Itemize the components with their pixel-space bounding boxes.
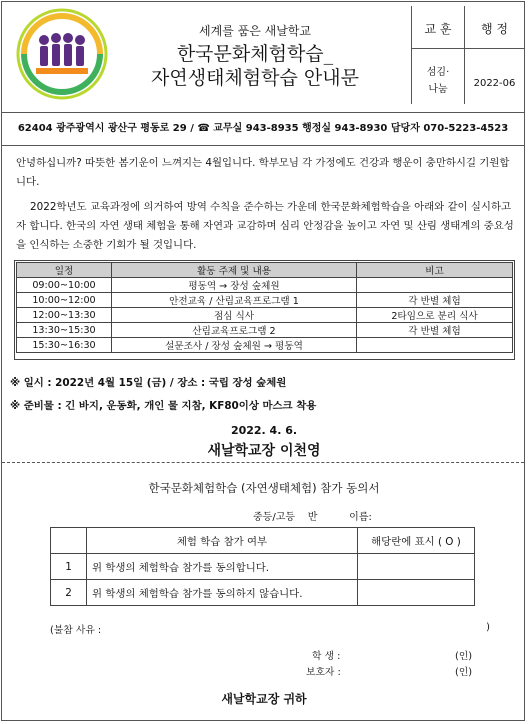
consent-num-header	[51, 528, 87, 554]
admin-label: 행 정	[481, 22, 508, 36]
student-sign-label: 학 생 :	[312, 651, 341, 662]
consent-agree-text: 위 학생의 체험학습 참가를 동의합니다.	[87, 554, 358, 580]
schedule-activity: 점심 식사	[112, 308, 357, 323]
schedule-header: 활동 주제 및 내용	[112, 263, 357, 278]
intro-paragraph-2: 2022학년도 교육과정에 의거하여 방역 수칙을 준수하는 가운데 한국문화체험학습을 아래와 같이 실시하고자 합니다. 한국의 자연 생태 체험을 통해 자연과 교감하며 심리 안정감을 높이고 자연 및 산림 생태계의 중요성을 인식하는 소중한 기회가 될 것입니다.	[16, 201, 514, 251]
consent-disagree-text: 위 학생의 체험학습 참가를 동의하지 않습니다.	[87, 580, 358, 606]
title-line2: 자연생태체험학습 안내문	[151, 67, 359, 89]
motto-label: 교 훈	[424, 22, 452, 36]
absence-reason-close: )	[486, 622, 490, 633]
document-frame	[1, 1, 525, 721]
principal-signature: 새날학교장 이천영	[207, 443, 321, 459]
schedule-note	[357, 278, 513, 293]
table-row	[17, 293, 513, 308]
table-row	[17, 308, 513, 323]
consent-table	[50, 527, 475, 606]
closing-addressee: 새날학교장 귀하	[221, 692, 307, 706]
table-row	[51, 580, 475, 606]
consent-agree-mark-cell[interactable]	[358, 554, 475, 580]
schedule-note: 각 반별 체험	[357, 293, 513, 308]
doc-number: 2022-06	[473, 78, 516, 89]
consent-item-header: 체험 학습 참가 여부	[87, 528, 358, 554]
motto-value: 섬김· 나눔	[426, 67, 450, 95]
student-info-line[interactable]: 중등/고등 반 이름:	[253, 512, 372, 523]
guardian-seal[interactable]: (인)	[455, 667, 473, 678]
schedule-header-row	[17, 263, 513, 278]
consent-row-num: 2	[51, 580, 87, 606]
schedule-time: 12:00~13:30	[17, 308, 112, 323]
school-logo	[14, 6, 110, 102]
schedule-header: 비고	[357, 263, 513, 278]
schedule-time: 10:00~12:00	[17, 293, 112, 308]
contact-info: 62404 광주광역시 광산구 평동로 29 / ☎ 교무실 943-8935 행정실 943-8930 담당자 070-5223-4523	[2, 112, 524, 146]
schedule-note: 2타임으로 분리 식사	[357, 308, 513, 323]
cut-line	[2, 462, 524, 463]
schedule-time: 09:00~10:00	[17, 278, 112, 293]
issue-date: 2022. 4. 6.	[230, 424, 298, 437]
table-row	[17, 278, 513, 293]
header-info-box	[411, 6, 524, 104]
table-row	[51, 554, 475, 580]
schedule-activity: 산림교육프로그램 2	[112, 323, 357, 338]
schedule-activity: 안전교육 / 산림교육프로그램 1	[112, 293, 357, 308]
school-motto: 세계를 품은 새날학교	[199, 24, 311, 38]
table-row	[17, 323, 513, 338]
schedule-note	[357, 338, 513, 353]
page-title	[120, 42, 390, 90]
consent-row-num: 1	[51, 554, 87, 580]
absence-reason-field[interactable]	[50, 622, 490, 636]
consent-disagree-mark-cell[interactable]	[358, 580, 475, 606]
schedule-header: 일정	[17, 263, 112, 278]
schedule-time: 13:30~15:30	[17, 323, 112, 338]
schedule-time: 15:30~16:30	[17, 338, 112, 353]
schedule-note: 각 반별 체험	[357, 323, 513, 338]
consent-mark-header: 해당란에 표시 ( O )	[358, 528, 475, 554]
consent-title: 한국문화체험학습 (자연생태체험) 참가 동의서	[148, 481, 380, 495]
intro-paragraph-1: 안녕하십니까? 따뜻한 봄기운이 느껴지는 4월입니다. 학부모님 각 가정에도 건강과 행운이 충만하시길 기원합니다.	[16, 157, 510, 188]
schedule-activity: 설문조사 / 장성 숲체원 → 평동역	[112, 338, 357, 353]
title-line1: 한국문화체험학습_	[176, 43, 334, 65]
schedule-activity: 평동역 → 장성 숲체원	[112, 278, 357, 293]
consent-header-row	[51, 528, 475, 554]
table-row	[17, 338, 513, 353]
student-seal[interactable]: (인)	[455, 651, 473, 662]
schedule-table	[16, 262, 513, 353]
guardian-sign-label: 보호자 :	[306, 667, 341, 678]
date-location-note: ※ 일시 : 2022년 4월 15일 (금) / 장소 : 국립 장성 숲체원	[10, 377, 287, 389]
absence-reason-label: (불참 사유 :	[50, 625, 102, 636]
supplies-note: ※ 준비물 : 긴 바지, 운동화, 개인 물 지참, KF80이상 마스크 착용	[10, 400, 317, 412]
